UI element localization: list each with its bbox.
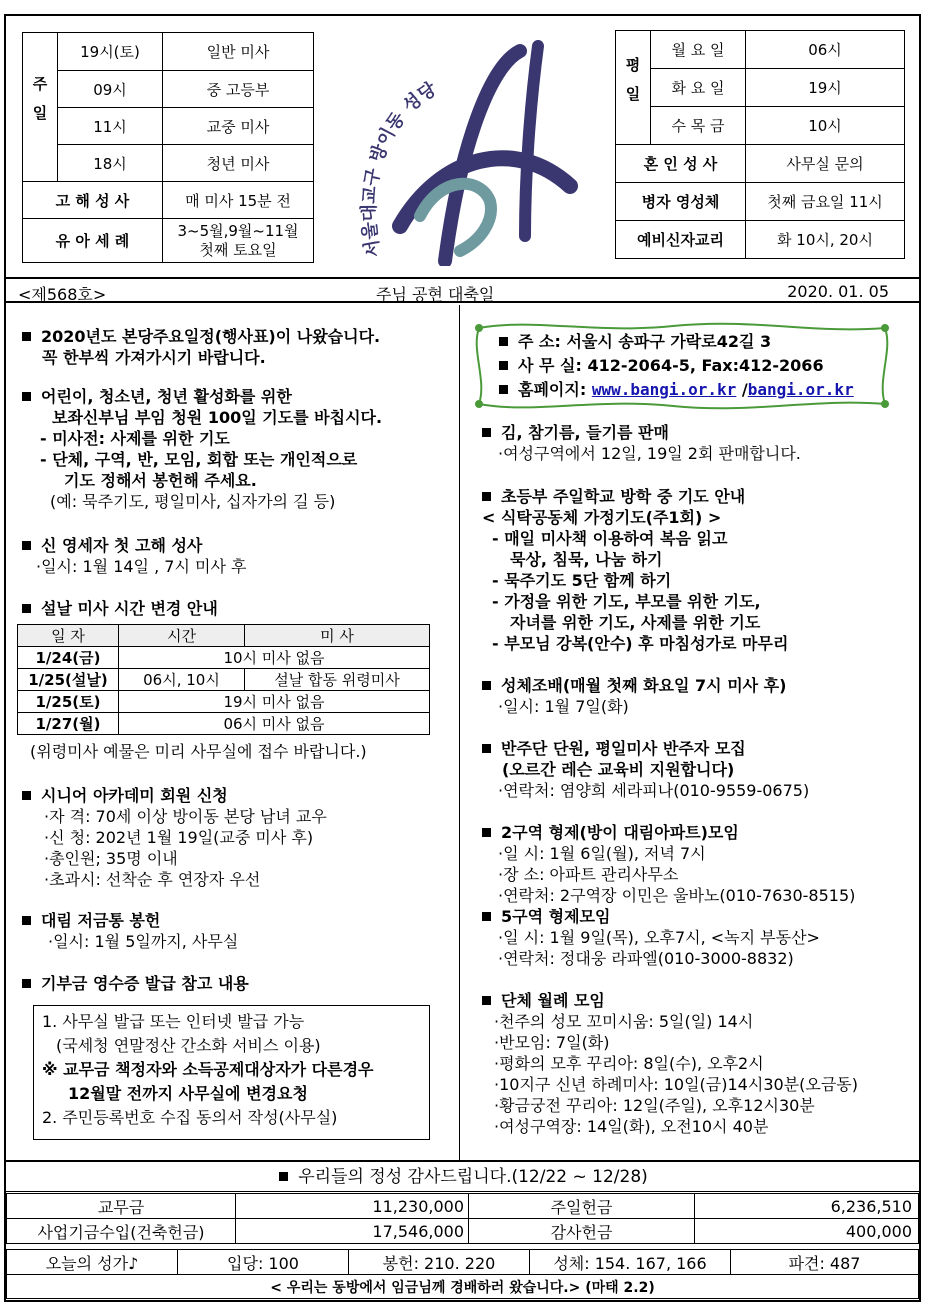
notice-monthly-meetings: 단체 월례 모임 ·천주의 성모 꼬미시움: 5일(일) 14시 ·반모임: 7일(화) ·평화의 모후 꾸리아: 8일(수), 오후2시 ·10지구 신년 하례미사: 10일(금)14시30분(오금동) ·황금궁전 꾸리아: 12일(주일), 오후12시30분 ·여성구역장: 14일(화), 오전10시 40분 (480, 990, 858, 1137)
mass-time: 11시 (58, 108, 163, 145)
holiday-note: (위령미사 예물은 미리 사무실에 접수 바랍니다.) (30, 742, 367, 761)
notice-seaweed-sale: 김, 참기름, 들기름 판매 ·여성구역에서 12일, 19일 2회 판매합니다. (480, 422, 801, 464)
hymn-dismissal: 파견: 487 (731, 1250, 919, 1275)
hymn-offertory: 봉헌: 210. 220 (349, 1250, 530, 1275)
weekday-time: 10시 (746, 107, 905, 145)
finance-label: 감사헌금 (469, 1219, 695, 1244)
finance-value: 17,546,000 (236, 1219, 469, 1244)
mass-name: 중 고등부 (163, 71, 314, 108)
weekday-day: 월 요 일 (651, 31, 746, 69)
holiday-mass: 10시 미사 없음 (119, 647, 430, 669)
mass-name: 교중 미사 (163, 108, 314, 145)
notice-adoration: 성체조배(매월 첫째 화요일 7시 미사 후) ·일시: 1월 7일(화) (480, 675, 786, 717)
column-divider (459, 305, 460, 1160)
holiday-table (17, 624, 430, 735)
holiday-date: 1/24(금) (18, 647, 119, 669)
holiday-header: 미 사 (245, 625, 430, 647)
issue-title: 주님 공현 대축일 (376, 285, 495, 304)
logo-text: 서울대교구 방이동 성당 (358, 78, 441, 259)
finance-label: 사업기금수입(건축헌금) (7, 1219, 236, 1244)
holiday-mass: 06시 미사 없음 (119, 713, 430, 735)
notice-district5: 5구역 형제모임 ·일 시: 1월 9일(목), 오후7시, <녹지 부동산> ·연락처: 정대웅 라파엘(010-3000-8832) (480, 906, 820, 969)
homepage-link-alt[interactable]: bangi.or.kr (747, 380, 854, 399)
donation-note-box: 1. 사무실 발급 또는 인터넷 발급 가능 (국세청 연말정산 간소화 서비스 이용) ※ 교무금 책정자와 소득공제대상자가 다른경우 12월말 전까지 사무실에 변경요청 2. 주민등록번호 수집 동의서 작성(사무실) (33, 1005, 430, 1140)
weekday-day: 화 요 일 (651, 69, 746, 107)
hymn-communion: 성체: 154. 167, 166 (530, 1250, 731, 1275)
issue-number: <제568호> (18, 285, 107, 304)
holiday-date: 1/25(토) (18, 691, 119, 713)
hymns-label: 오늘의 성가♪ (7, 1250, 178, 1275)
notice-senior-academy: 시니어 아카데미 회원 신청 ·자 격: 70세 이상 방이동 본당 남녀 교우 ·신 청: 202년 1월 19일(교중 미사 후) ·총인원; 35명 이내 ·초과시: 선착순 후 연장자 우선 (20, 785, 327, 890)
confession-value: 매 미사 15분 전 (163, 182, 314, 219)
wedding-value: 사무실 문의 (746, 145, 905, 183)
notice-confession: 신 영세자 첫 고해 성사 ·일시: 1월 14일 , 7시 미사 후 (20, 535, 246, 577)
sunday-schedule-table (22, 32, 314, 263)
mass-name: 일반 미사 (163, 33, 314, 71)
wedding-label: 혼 인 성 사 (616, 145, 746, 183)
weekday-day: 수 목 금 (651, 107, 746, 145)
finance-label: 주일헌금 (469, 1194, 695, 1219)
homepage-label: 홈페이지: (518, 380, 587, 399)
contact-box: 주 소: 서울시 송파구 가락로42길 3 사 무 실: 412-2064-5, Fax:412-2066 홈페이지: www.bangi.or.kr /bangi.or.kr (473, 320, 891, 412)
finance-value: 6,236,510 (695, 1194, 919, 1219)
holiday-mass: 설날 합동 위령미사 (245, 669, 430, 691)
weekday-schedule-table (615, 30, 905, 259)
mass-name: 청년 미사 (163, 145, 314, 182)
holiday-date: 1/27(월) (18, 713, 119, 735)
address-label: 주 소: (518, 332, 561, 351)
notice-advent-bank: 대림 저금통 봉헌 ·일시: 1월 5일까지, 사무실 (20, 910, 238, 952)
holiday-date: 1/25(설날) (18, 669, 119, 691)
issue-date: 2020. 01. 05 (787, 282, 889, 301)
address-value: 서울시 송파구 가락로42길 3 (566, 332, 772, 351)
finance-table (6, 1193, 919, 1244)
office-value: 412-2064-5, Fax:412-2066 (587, 356, 824, 375)
mass-time: 18시 (58, 145, 163, 182)
holiday-header: 시간 (119, 625, 245, 647)
finance-value: 400,000 (695, 1219, 919, 1244)
thanks-title: 우리들의 정성 감사드립니다.(12/22 ~ 12/28) (6, 1160, 919, 1192)
hymns-table (6, 1249, 919, 1299)
notice-donation-receipt: 기부금 영수증 발급 참고 내용 (20, 973, 249, 994)
weekday-time: 19시 (746, 69, 905, 107)
footer-quote: < 우리는 동방에서 임금님께 경배하러 왔습니다.> (마태 2.2) (7, 1275, 919, 1299)
weekday-time: 06시 (746, 31, 905, 69)
issue-bar (6, 277, 919, 303)
weekday-label: 평일 (616, 31, 651, 145)
finance-label: 교무금 (7, 1194, 236, 1219)
notice-school-prayer: 초등부 주일학교 방학 중 기도 안내 < 식탁공동체 가정기도(주1회) > - 매일 미사책 이용하여 복음 읽고 묵상, 침묵, 나눔 하기 - 묵주기도 5단 함께 하기 - 가정을 위한 기도, 부모를 위한 기도, 자녀를 위한 기도, 사제를 위한 기도 - 부모님 강복(안수) 후 마침성가로 마무리 (482, 487, 789, 653)
notice-schedule: 2020년도 본당주요일정(행사표)이 나왔습니다. 꼭 한부씩 가져가시기 바랍니다. (20, 326, 380, 368)
holiday-time: 06시, 10시 (119, 669, 245, 691)
confession-label: 고 해 성 사 (23, 182, 163, 219)
holiday-header: 일 자 (18, 625, 119, 647)
infant-baptism-value: 3~5월,9월~11월 첫째 토요일 (163, 219, 314, 263)
mass-time: 19시(토) (58, 33, 163, 71)
homepage-link[interactable]: www.bangi.or.kr (591, 380, 737, 399)
catechumen-value: 화 10시, 20시 (746, 221, 905, 259)
holiday-mass: 19시 미사 없음 (119, 691, 430, 713)
notice-organist: 반주단 단원, 평일미사 반주자 모집 (오르간 레슨 교육비 지원합니다) ·연락처: 염양희 세라피나(010-9559-0675) (480, 738, 809, 801)
notice-district2: 2구역 형제(방이 대림아파트)모임 ·일 시: 1월 6일(월), 저녁 7시 ·장 소: 아파트 관리사무소 ·연락처: 2구역장 이민은 울바노(010-7630-8515) (480, 822, 855, 906)
catechumen-label: 예비신자교리 (616, 221, 746, 259)
finance-value: 11,230,000 (236, 1194, 469, 1219)
office-label: 사 무 실: (518, 356, 582, 375)
mass-time: 09시 (58, 71, 163, 108)
notice-prayer: 어린이, 청소년, 청년 활성화를 위한 보좌신부님 부임 청원 100일 기도를 바칩시다. - 미사전: 사제를 위한 기도 - 단체, 구역, 반, 모임, 회합 또는 개인적으로 기도 정해서 봉헌해 주세요. (예: 묵주기도, 평일미사, 십자가의 길 등) (20, 386, 382, 512)
sunday-label: 주일 (23, 33, 58, 182)
parish-logo (340, 26, 590, 266)
sick-communion-label: 병자 영성체 (616, 183, 746, 221)
hymn-entrance: 입당: 100 (178, 1250, 349, 1275)
sick-communion-value: 첫째 금요일 11시 (746, 183, 905, 221)
notice-holiday: 설날 미사 시간 변경 안내 (20, 598, 218, 619)
infant-baptism-label: 유 아 세 례 (23, 219, 163, 263)
